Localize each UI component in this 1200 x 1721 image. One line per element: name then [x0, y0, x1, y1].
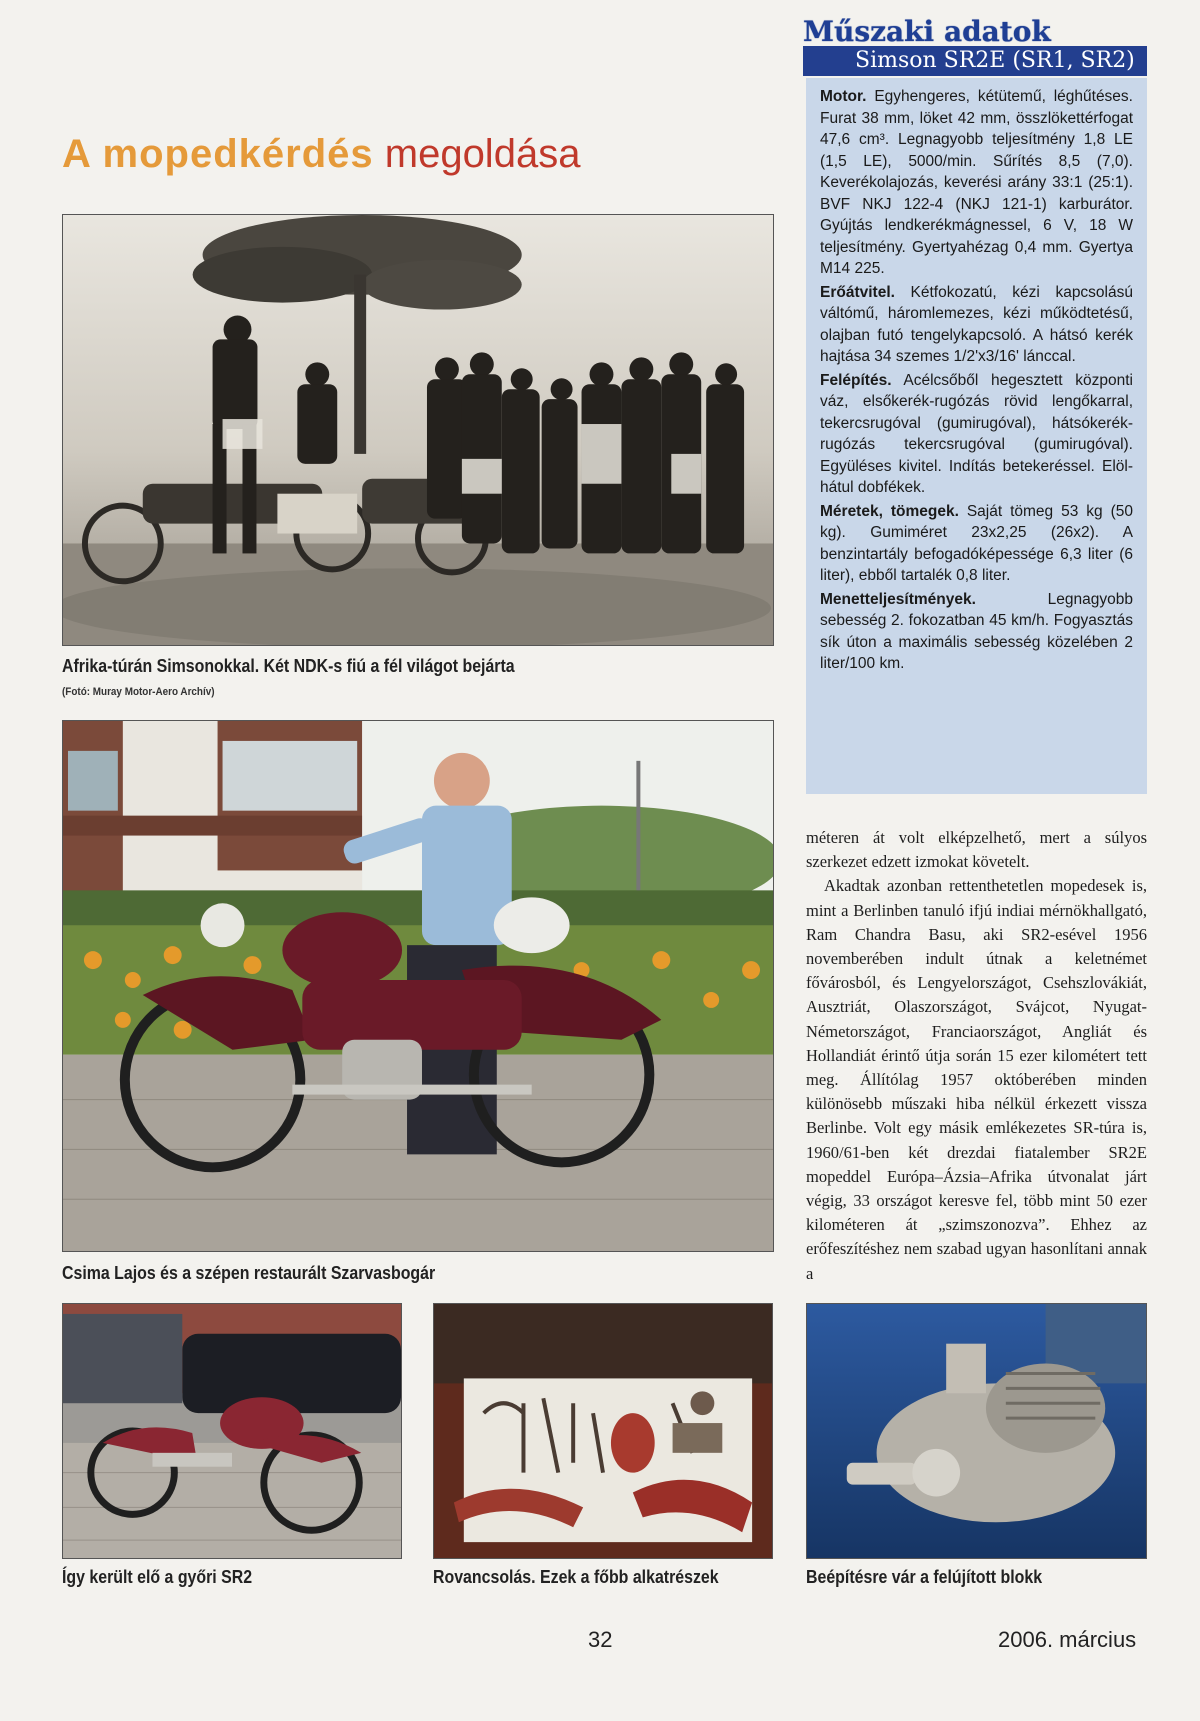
- spec-header: [803, 18, 1147, 76]
- spec-lead-transmission: Erőátvitel.: [820, 283, 895, 301]
- spec-text-structure: Acélcsőből hegesztett központi váz, elsőkerék-rugózás rövid lengőkarral, tekercsrugóval (gumirugóval), hátsókerék-rugózás tekercsrugóval (gumirugóval). Együléses kivitel. Indítás betekeréssel. Elöl-hátul dobfékek.: [820, 371, 1133, 496]
- parts-layout-photo: [433, 1303, 773, 1559]
- spec-paragraph-dimensions: [820, 501, 1133, 587]
- spec-paragraph-structure: [820, 370, 1133, 499]
- page-number: 32: [588, 1627, 613, 1652]
- spec-text-transmission: Kétfokozatú, kézi kapcsolású váltómű, háromlemezes, kézi működtetésű, olajban futó tengelykapcsoló. A hátsó kerék hajtása 34 szemes 1/2'x3/16' lánccal.: [820, 283, 1133, 365]
- parts-layout-caption: Rovancsolás. Ezek a főbb alkatrészek: [433, 1566, 719, 1587]
- gyori-sr2-caption: Így került elő a győri SR2: [62, 1566, 253, 1587]
- spec-lead-performance: Menetteljesítmények.: [820, 590, 976, 608]
- gyori-sr2-photo: [62, 1303, 402, 1559]
- rebuilt-engine-caption: Beépítésre vár a felújított blokk: [806, 1566, 1043, 1587]
- spec-text-dimensions: Saját tömeg 53 kg (50 kg). Gumiméret 23x2,25 (26x2). A benzintartály befogadóképessége 6,3 liter (6 liter), ebből tartalék 0,8 liter.: [820, 502, 1133, 584]
- spec-lead-structure: Felépítés.: [820, 371, 892, 389]
- spec-paragraph-transmission: [820, 282, 1133, 368]
- africa-photo-caption: Afrika-túrán Simsonokkal. Két NDK-s fiú a fél világot bejárta: [62, 655, 515, 676]
- issue-date: 2006. március: [998, 1627, 1137, 1652]
- spec-title: Műszaki adatok: [803, 18, 1051, 46]
- restored-moped-photo: [62, 720, 774, 1252]
- headline-part-2: megoldása: [384, 132, 581, 176]
- body-paragraph-1: méteren át volt elképzelhető, mert a súlyos szerkezet edzett izmokat követelt.: [806, 828, 1147, 872]
- article-headline: [62, 132, 580, 177]
- body-paragraph-2: Akadtak azonban rettenthetetlen mopedesek is, mint a Berlinben tanuló ifjú indiai mérnökhallgató, Ram Chandra Basu, aki SR2-esével 1956 novemberében indult útnak a keletnémet fővárosból, és Lengyelországot, Csehszlovákiát, Ausztriát, Olaszországot, Svájcot, Nyugat-Németországot, Franciaországot, Angliát és Hollandiát érintő útja során 15 ezer kilométert tett meg. Állítólag 1957 októberében minden különösebb műszaki hiba nélkül érkezett vissza Berlinbe. Volt egy másik emlékezetes SR-túra is, 1960/61-ben két drezdai fiatalember SR2E mopeddel Európa–Ázsia–Afrika útvonalat járt végig, 33 országot keresve fel, több mint 50 ezer kilométeren át „szimszonozva”. Ehhez az erőfeszítéshez nem szabad ugyan hasonlítani annak a: [806, 876, 1147, 1283]
- technical-specs-box: [806, 78, 1147, 794]
- africa-tour-photo: [62, 214, 774, 646]
- spec-lead-engine: Motor.: [820, 88, 867, 105]
- rebuilt-engine-photo: [806, 1303, 1147, 1559]
- headline-part-1: A mopedkérdés: [62, 132, 374, 176]
- spec-paragraph-performance: [820, 589, 1133, 675]
- restored-moped-caption: Csima Lajos és a szépen restaurált Szarvasbogár: [62, 1262, 436, 1283]
- article-body-text: [806, 826, 1147, 1286]
- spec-text-engine: Egyhengeres, kétütemű, léghűtéses. Furat 38 mm, löket 42 mm, összlökettérfogat 47,6 cm³. Legnagyobb teljesítmény 1,8 LE (1,5 LE), 5000/min. Sűrítés 8,5 (7,0). Keverékolajozás, keverési arány 33:1 (25:1). BVF NKJ 122-4 (NKJ 121-1) karburátor. Gyújtás lendkerékmágnessel, 6 V, 18 W teljesítmény. Gyertyahézag 0,4 mm. Gyertya M14 225.: [820, 88, 1133, 277]
- spec-paragraph-engine: [820, 86, 1133, 280]
- spec-lead-dimensions: Méretek, tömegek.: [820, 502, 959, 520]
- spec-subtitle: Simson SR2E (SR1, SR2): [803, 46, 1147, 76]
- spec-text-performance: Legnagyobb sebesség 2. fokozatban 45 km/h. Fogyasztás sík úton a maximális sebesség közelében 2 liter/100 km.: [820, 590, 1133, 672]
- africa-photo-credit: (Fotó: Muray Motor-Aero Archív): [62, 686, 215, 698]
